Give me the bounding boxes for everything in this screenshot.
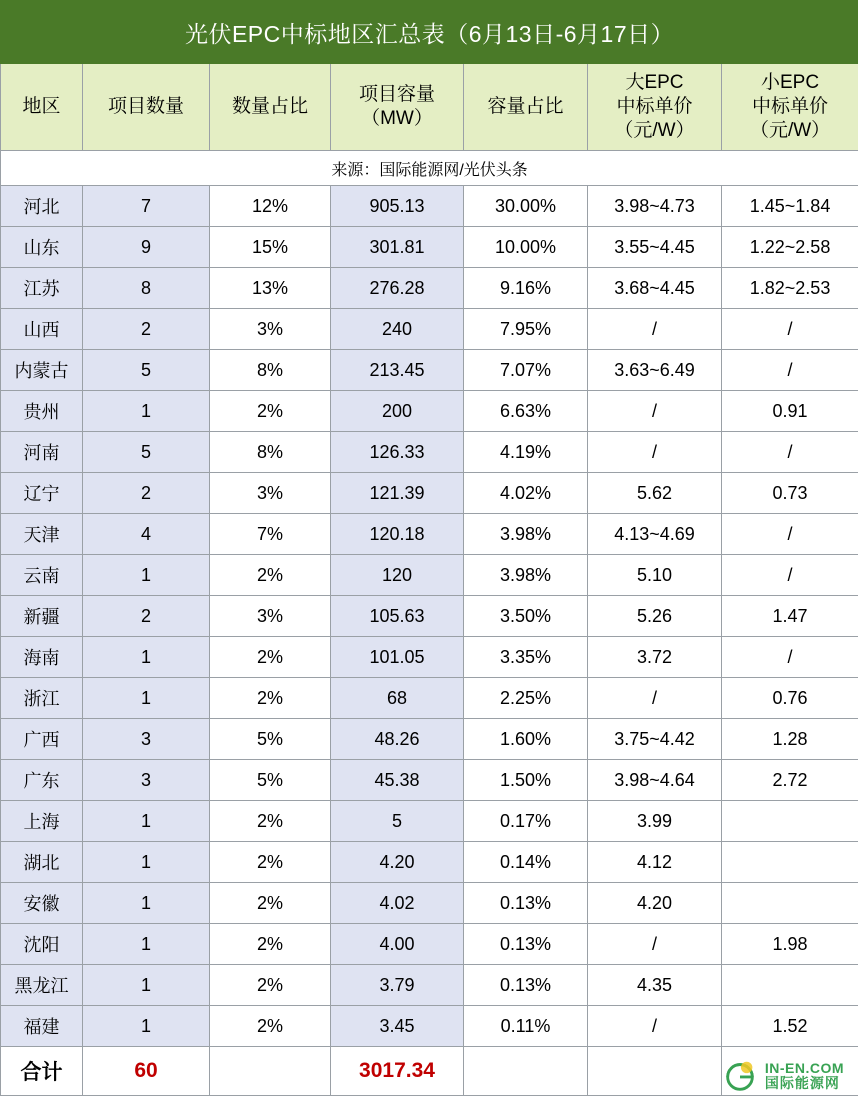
cell-capacity-share: 4.19%: [464, 432, 588, 473]
cell-capacity: 101.05: [331, 637, 464, 678]
cell-region: 云南: [1, 555, 83, 596]
cell-small-epc-price: /: [722, 432, 858, 473]
cell-big-epc-price: 3.98~4.73: [588, 186, 722, 227]
cell-count-share: 2%: [210, 1006, 331, 1047]
cell-capacity-share: 0.13%: [464, 965, 588, 1006]
total-small-epc-price: [722, 1047, 858, 1096]
cell-small-epc-price: /: [722, 637, 858, 678]
cell-count-share: 15%: [210, 227, 331, 268]
cell-capacity-share: 9.16%: [464, 268, 588, 309]
cell-capacity: 905.13: [331, 186, 464, 227]
cell-small-epc-price: [722, 801, 858, 842]
cell-count-share: 3%: [210, 596, 331, 637]
cell-count-share: 2%: [210, 842, 331, 883]
cell-capacity: 4.20: [331, 842, 464, 883]
column-header-capacity-share: [464, 64, 588, 151]
cell-capacity-share: 0.17%: [464, 801, 588, 842]
watermark-cn: 国际能源网: [764, 1075, 840, 1091]
table-row: [1, 186, 858, 227]
cell-capacity: 276.28: [331, 268, 464, 309]
cell-count-share: 2%: [210, 801, 331, 842]
cell-count-share: 2%: [210, 391, 331, 432]
cell-project-count: 1: [83, 842, 210, 883]
cell-small-epc-price: [722, 883, 858, 924]
cell-region: 安徽: [1, 883, 83, 924]
total-big-epc-price: [588, 1047, 722, 1096]
cell-count-share: 5%: [210, 719, 331, 760]
page-title: 光伏EPC中标地区汇总表（6月13日-6月17日）: [1, 1, 858, 64]
cell-small-epc-price: 2.72: [722, 760, 858, 801]
header-row: [1, 64, 858, 151]
source-row: [1, 151, 858, 186]
cell-region: 新疆: [1, 596, 83, 637]
header-line-2: （MW）: [361, 108, 433, 129]
cell-count-share: 5%: [210, 760, 331, 801]
cell-small-epc-price: 0.91: [722, 391, 858, 432]
cell-small-epc-price: [722, 965, 858, 1006]
table-row: [1, 432, 858, 473]
cell-small-epc-price: /: [722, 555, 858, 596]
cell-capacity-share: 1.60%: [464, 719, 588, 760]
cell-count-share: 8%: [210, 432, 331, 473]
cell-region: 山东: [1, 227, 83, 268]
cell-count-share: 8%: [210, 350, 331, 391]
source-note: 来源：国际能源网/光伏头条: [1, 151, 858, 186]
cell-project-count: 2: [83, 309, 210, 350]
cell-capacity-share: 0.14%: [464, 842, 588, 883]
cell-capacity: 105.63: [331, 596, 464, 637]
cell-region: 沈阳: [1, 924, 83, 965]
cell-capacity-share: 0.13%: [464, 883, 588, 924]
cell-capacity-share: 3.50%: [464, 596, 588, 637]
header-line-1: 容量占比: [487, 96, 564, 118]
cell-capacity: 121.39: [331, 473, 464, 514]
cell-region: 山西: [1, 309, 83, 350]
cell-big-epc-price: 3.98~4.64: [588, 760, 722, 801]
table-row: [1, 514, 858, 555]
cell-project-count: 1: [83, 1006, 210, 1047]
cell-capacity: 301.81: [331, 227, 464, 268]
cell-big-epc-price: 3.68~4.45: [588, 268, 722, 309]
total-row: [1, 1047, 858, 1096]
cell-project-count: 2: [83, 473, 210, 514]
cell-capacity: 213.45: [331, 350, 464, 391]
cell-count-share: 2%: [210, 637, 331, 678]
header-line-1: 数量占比: [231, 96, 308, 118]
cell-project-count: 1: [83, 965, 210, 1006]
header-line-3: （元/W）: [749, 119, 831, 141]
cell-big-epc-price: 5.62: [588, 473, 722, 514]
table-row: [1, 391, 858, 432]
cell-big-epc-price: 5.26: [588, 596, 722, 637]
cell-capacity: 48.26: [331, 719, 464, 760]
header-line-1: 小EPC: [761, 72, 820, 94]
cell-small-epc-price: 1.98: [722, 924, 858, 965]
cell-big-epc-price: /: [588, 1006, 722, 1047]
cell-capacity-share: 10.00%: [464, 227, 588, 268]
column-header-project-count: [83, 64, 210, 151]
cell-count-share: 2%: [210, 555, 331, 596]
cell-project-count: 1: [83, 555, 210, 596]
cell-project-count: 3: [83, 719, 210, 760]
cell-big-epc-price: 4.35: [588, 965, 722, 1006]
cell-capacity: 3.79: [331, 965, 464, 1006]
cell-capacity-share: 7.95%: [464, 309, 588, 350]
table-row: [1, 473, 858, 514]
table-row: [1, 268, 858, 309]
cell-project-count: 1: [83, 678, 210, 719]
cell-capacity: 4.00: [331, 924, 464, 965]
cell-capacity: 45.38: [331, 760, 464, 801]
cell-big-epc-price: /: [588, 391, 722, 432]
cell-small-epc-price: /: [722, 514, 858, 555]
cell-big-epc-price: 3.99: [588, 801, 722, 842]
cell-capacity: 68: [331, 678, 464, 719]
cell-big-epc-price: 3.72: [588, 637, 722, 678]
cell-big-epc-price: 4.13~4.69: [588, 514, 722, 555]
cell-project-count: 3: [83, 760, 210, 801]
cell-capacity-share: 0.11%: [464, 1006, 588, 1047]
cell-big-epc-price: 4.20: [588, 883, 722, 924]
total-capacity-share: [464, 1047, 588, 1096]
cell-project-count: 1: [83, 391, 210, 432]
column-header-count-share: [210, 64, 331, 151]
cell-small-epc-price: 1.28: [722, 719, 858, 760]
cell-region: 黑龙江: [1, 965, 83, 1006]
cell-count-share: 2%: [210, 924, 331, 965]
cell-project-count: 1: [83, 883, 210, 924]
table-row: [1, 678, 858, 719]
cell-count-share: 2%: [210, 883, 331, 924]
cell-project-count: 2: [83, 596, 210, 637]
table-row: [1, 965, 858, 1006]
cell-region: 福建: [1, 1006, 83, 1047]
cell-capacity-share: 3.98%: [464, 555, 588, 596]
cell-big-epc-price: /: [588, 432, 722, 473]
table-row: [1, 227, 858, 268]
cell-project-count: 5: [83, 432, 210, 473]
cell-small-epc-price: [722, 842, 858, 883]
cell-capacity-share: 3.35%: [464, 637, 588, 678]
cell-region: 广东: [1, 760, 83, 801]
total-label: 合计: [1, 1047, 83, 1096]
cell-small-epc-price: 1.47: [722, 596, 858, 637]
cell-capacity-share: 3.98%: [464, 514, 588, 555]
table-row: [1, 924, 858, 965]
table-row: [1, 719, 858, 760]
column-header-big-epc-price: [588, 64, 722, 151]
header-line-1: 项目数量: [107, 96, 184, 118]
cell-big-epc-price: 3.55~4.45: [588, 227, 722, 268]
header-line-3: （元/W）: [614, 119, 695, 141]
table-row: [1, 596, 858, 637]
table-row: [1, 1006, 858, 1047]
header-line-1: 项目容量: [358, 84, 435, 106]
cell-big-epc-price: 3.75~4.42: [588, 719, 722, 760]
cell-big-epc-price: /: [588, 309, 722, 350]
cell-small-epc-price: 1.22~2.58: [722, 227, 858, 268]
cell-capacity: 5: [331, 801, 464, 842]
cell-capacity-share: 7.07%: [464, 350, 588, 391]
cell-capacity-share: 1.50%: [464, 760, 588, 801]
cell-capacity: 126.33: [331, 432, 464, 473]
cell-capacity: 240: [331, 309, 464, 350]
cell-capacity: 200: [331, 391, 464, 432]
table-row: [1, 555, 858, 596]
cell-capacity-share: 6.63%: [464, 391, 588, 432]
table-row: [1, 637, 858, 678]
table-row: [1, 842, 858, 883]
table-row: [1, 801, 858, 842]
cell-region: 天津: [1, 514, 83, 555]
title-row: [1, 1, 858, 64]
cell-region: 江苏: [1, 268, 83, 309]
cell-big-epc-price: /: [588, 924, 722, 965]
cell-project-count: 1: [83, 801, 210, 842]
cell-big-epc-price: /: [588, 678, 722, 719]
cell-capacity-share: 4.02%: [464, 473, 588, 514]
watermark-en: IN-EN.COM: [764, 1060, 844, 1077]
total-capacity: 3017.34: [331, 1047, 464, 1096]
header-line-2: 中标单价: [616, 96, 693, 118]
table-row: [1, 350, 858, 391]
cell-count-share: 12%: [210, 186, 331, 227]
column-header-small-epc-price: [722, 64, 858, 151]
cell-small-epc-price: 1.52: [722, 1006, 858, 1047]
cell-big-epc-price: 5.10: [588, 555, 722, 596]
cell-region: 上海: [1, 801, 83, 842]
cell-small-epc-price: /: [722, 350, 858, 391]
total-count-share: [210, 1047, 331, 1096]
cell-small-epc-price: 1.45~1.84: [722, 186, 858, 227]
cell-small-epc-price: /: [722, 309, 858, 350]
cell-count-share: 2%: [210, 965, 331, 1006]
cell-project-count: 8: [83, 268, 210, 309]
cell-count-share: 13%: [210, 268, 331, 309]
cell-capacity: 120: [331, 555, 464, 596]
header-line-1: 地区: [22, 96, 61, 118]
cell-project-count: 7: [83, 186, 210, 227]
table-row: [1, 760, 858, 801]
cell-small-epc-price: 0.76: [722, 678, 858, 719]
cell-region: 辽宁: [1, 473, 83, 514]
cell-capacity-share: 0.13%: [464, 924, 588, 965]
cell-count-share: 3%: [210, 309, 331, 350]
table-row: [1, 309, 858, 350]
cell-project-count: 1: [83, 637, 210, 678]
cell-small-epc-price: 0.73: [722, 473, 858, 514]
cell-region: 海南: [1, 637, 83, 678]
cell-project-count: 9: [83, 227, 210, 268]
total-project-count: 60: [83, 1047, 210, 1096]
header-line-2: 中标单价: [752, 96, 829, 118]
cell-region: 浙江: [1, 678, 83, 719]
cell-capacity: 120.18: [331, 514, 464, 555]
cell-project-count: 4: [83, 514, 210, 555]
cell-big-epc-price: 3.63~6.49: [588, 350, 722, 391]
header-line-1: 大EPC: [625, 72, 684, 94]
column-header-capacity: [331, 64, 464, 151]
table-row: [1, 883, 858, 924]
cell-region: 内蒙古: [1, 350, 83, 391]
cell-capacity: 4.02: [331, 883, 464, 924]
cell-region: 河南: [1, 432, 83, 473]
cell-region: 湖北: [1, 842, 83, 883]
cell-project-count: 5: [83, 350, 210, 391]
cell-region: 河北: [1, 186, 83, 227]
cell-count-share: 2%: [210, 678, 331, 719]
cell-small-epc-price: 1.82~2.53: [722, 268, 858, 309]
cell-capacity-share: 2.25%: [464, 678, 588, 719]
cell-big-epc-price: 4.12: [588, 842, 722, 883]
cell-capacity: 3.45: [331, 1006, 464, 1047]
cell-region: 广西: [1, 719, 83, 760]
cell-capacity-share: 30.00%: [464, 186, 588, 227]
cell-count-share: 7%: [210, 514, 331, 555]
cell-region: 贵州: [1, 391, 83, 432]
cell-project-count: 1: [83, 924, 210, 965]
column-header-region: [1, 64, 83, 151]
cell-count-share: 3%: [210, 473, 331, 514]
